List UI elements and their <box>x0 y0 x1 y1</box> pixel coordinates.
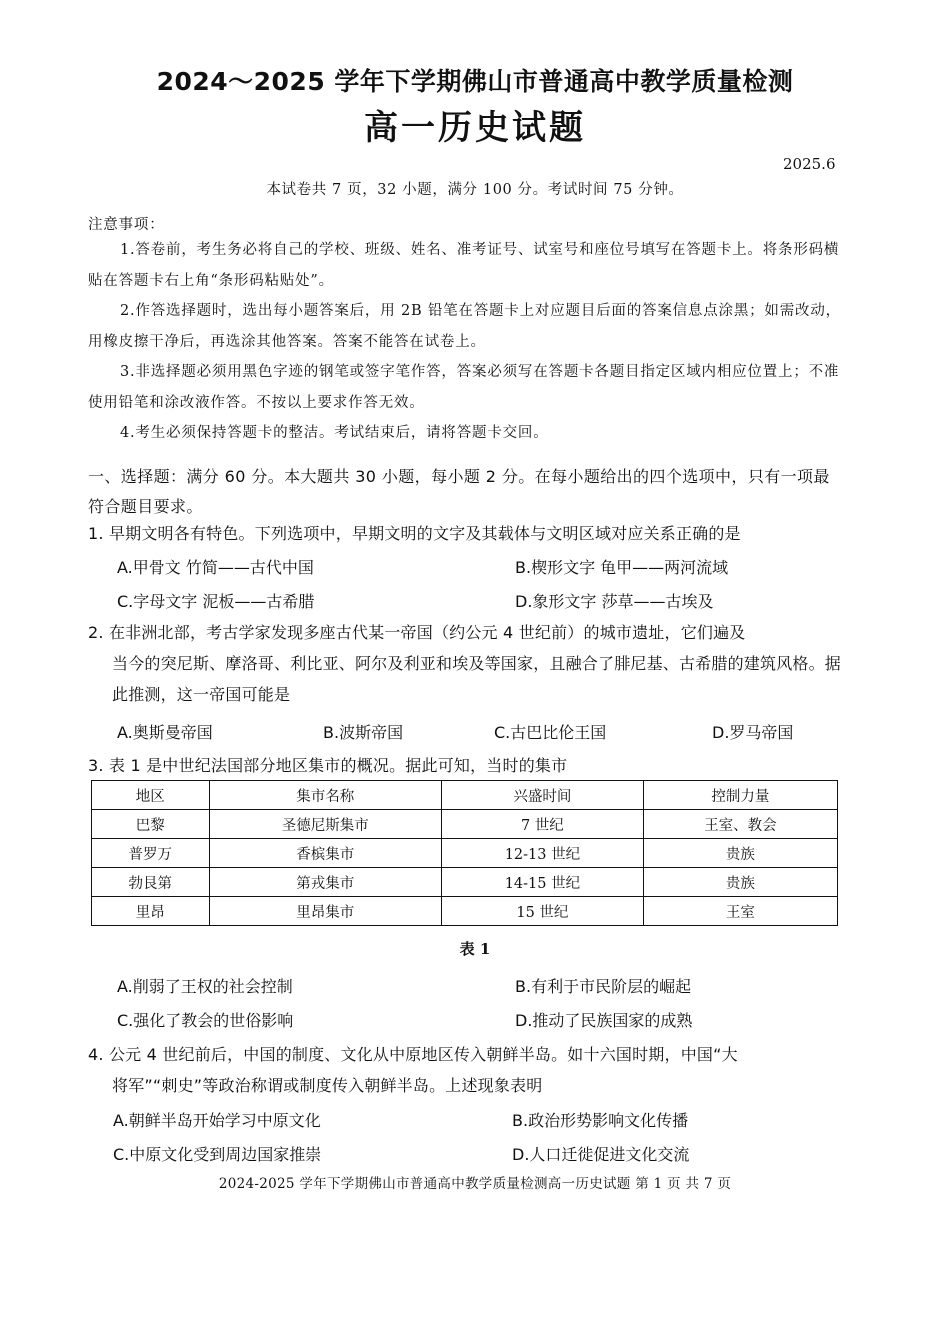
table-cell: 王室 <box>643 897 837 926</box>
notice-item: 3.非选择题必须用黑色字迹的钢笔或签字笔作答，答案必须写在答题卡各题目指定区域内相应位置上；不准使用铅笔和涂改液作答。不按以上要求作答无效。 <box>88 364 840 411</box>
question-1-option-c: C.字母文字 泥板——古希腊 <box>117 592 315 611</box>
table-cell: 里昂集市 <box>209 897 441 926</box>
question-2-option-d: D.罗马帝国 <box>712 723 794 742</box>
table-cell: 12-13 世纪 <box>441 839 643 868</box>
question-2-option-a: A.奥斯曼帝国 <box>117 723 213 742</box>
table-header-cell: 集市名称 <box>209 781 441 810</box>
table-header-cell: 控制力量 <box>643 781 837 810</box>
question-1-option-a: A.甲骨文 竹简——古代中国 <box>117 558 314 577</box>
table-cell: 贵族 <box>643 868 837 897</box>
table-row <box>92 868 838 897</box>
question-3-option-b: B.有利于市民阶层的崛起 <box>515 977 692 996</box>
exam-subject-title: 高一历史试题 <box>364 108 586 148</box>
question-2-option-b: B.波斯帝国 <box>323 723 404 742</box>
table-cell: 14-15 世纪 <box>441 868 643 897</box>
question-4-option-c: C.中原文化受到周边国家推崇 <box>113 1145 322 1164</box>
exam-info: 本试卷共 7 页，32 小题，满分 100 分。考试时间 75 分钟。 <box>266 182 684 198</box>
question-4 <box>88 1039 843 1101</box>
table-cell: 勃艮第 <box>92 868 210 897</box>
question-1-option-b: B.楔形文字 龟甲——两河流域 <box>515 558 729 577</box>
question-3-stem: 3. 表 1 是中世纪法国部分地区集市的概况。据此可知，当时的集市 <box>88 756 568 775</box>
table-row <box>92 839 838 868</box>
question-2-stem: 2. 在非洲北部，考古学家发现多座古代某一帝国（约公元 4 世纪前）的城市遗址，它们遍及 <box>88 623 746 642</box>
question-2-stem-continued: 当今的突尼斯、摩洛哥、利比亚、阿尔及利亚和埃及等国家，且融合了腓尼基、古希腊的建筑风格。据此推测，这一帝国可能是 <box>112 654 842 704</box>
table-cell: 里昂 <box>92 897 210 926</box>
table-row <box>92 810 838 839</box>
question-1-option-d: D.象形文字 莎草——古埃及 <box>515 592 714 611</box>
table-cell: 巴黎 <box>92 810 210 839</box>
table-caption: 表 1 <box>459 940 491 958</box>
table-header-cell: 地区 <box>92 781 210 810</box>
question-2-option-c: C.古巴比伦王国 <box>494 723 607 742</box>
exam-title: 2024～2025 学年下学期佛山市普通高中教学质量检测 <box>156 67 794 96</box>
question-4-stem-continued: 将军”“刺史”等政治称谓或制度传入朝鲜半岛。上述现象表明 <box>112 1076 543 1095</box>
question-4-stem: 4. 公元 4 世纪前后，中国的制度、文化从中原地区传入朝鲜半岛。如十六国时期，中国“大 <box>88 1045 738 1064</box>
table-header-cell: 兴盛时间 <box>441 781 643 810</box>
table-cell: 圣德尼斯集市 <box>209 810 441 839</box>
table-cell: 王室、教会 <box>643 810 837 839</box>
table-cell: 15 世纪 <box>441 897 643 926</box>
question-4-option-d: D.人口迁徙促进文化交流 <box>512 1145 690 1164</box>
table-cell: 第戎集市 <box>209 868 441 897</box>
section-heading: 一、选择题：满分 60 分。本大题共 30 小题，每小题 2 分。在每小题给出的四个选项中，只有一项最符合题目要求。 <box>88 467 830 516</box>
question-3-option-d: D.推动了民族国家的成熟 <box>515 1011 693 1030</box>
table-cell: 香槟集市 <box>209 839 441 868</box>
table-header-row <box>92 781 838 810</box>
question-4-option-b: B.政治形势影响文化传播 <box>512 1111 689 1130</box>
notice-item: 2.作答选择题时，选出每小题答案后，用 2B 铅笔在答题卡上对应题目后面的答案信息点涂黑；如需改动，用橡皮擦干净后，再选涂其他答案。答案不能答在试卷上。 <box>88 303 841 350</box>
question-2 <box>88 617 843 710</box>
notice-item: 1.答卷前，考生务必将自己的学校、班级、姓名、准考证号、试室号和座位号填写在答题卡上。将条形码横贴在答题卡右上角“条形码粘贴处”。 <box>88 242 840 289</box>
question-1-stem: 1. 早期文明各有特色。下列选项中，早期文明的文字及其载体与文明区域对应关系正确的是 <box>88 524 741 543</box>
question-4-option-a: A.朝鲜半岛开始学习中原文化 <box>113 1111 321 1130</box>
market-table <box>91 780 838 926</box>
table-cell: 贵族 <box>643 839 837 868</box>
notice-item: 4.考生必须保持答题卡的整洁。考试结束后，请将答题卡交回。 <box>120 425 549 441</box>
page-footer: 2024-2025 学年下学期佛山市普通高中教学质量检测高一历史试题 第 1 页 共 7 页 <box>218 1176 732 1192</box>
table-cell: 7 世纪 <box>441 810 643 839</box>
question-3-option-c: C.强化了教会的世俗影响 <box>117 1011 294 1030</box>
table-row <box>92 897 838 926</box>
table-cell: 普罗万 <box>92 839 210 868</box>
notice-heading: 注意事项： <box>88 217 165 233</box>
exam-date: 2025.6 <box>783 155 836 173</box>
question-3-option-a: A.削弱了王权的社会控制 <box>117 977 293 996</box>
